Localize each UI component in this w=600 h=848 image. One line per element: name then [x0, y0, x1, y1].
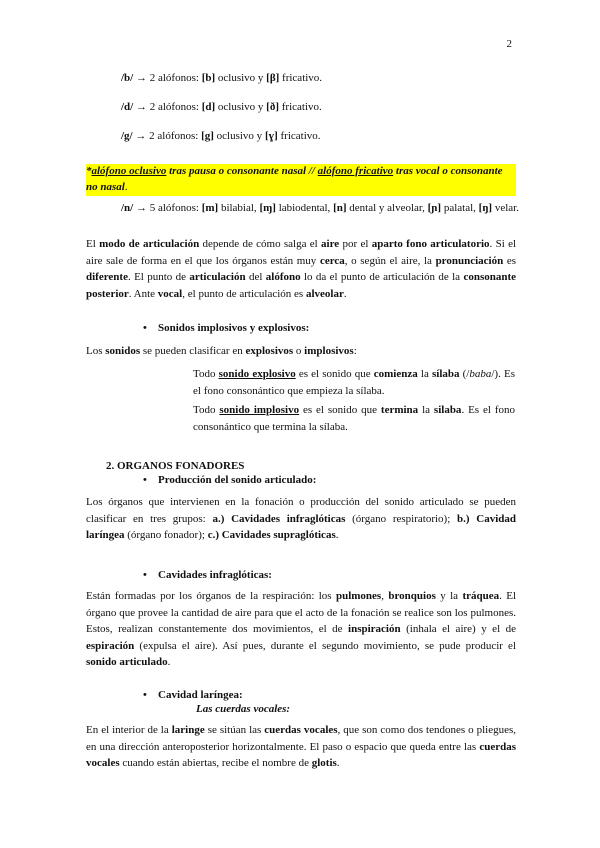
bullet-icon: • [143, 322, 147, 334]
bullet-icon: • [143, 569, 147, 581]
organos-paragraph: Los órganos que intervienen en la fonación o producción del sonido articulado se pueden clasificar en tres grupos: a.) Cavidades infraglóticas (órgano respiratorio); b.) Cavidad laríngea (órgano fonador); c.) Cavidades supraglóticas. [86, 496, 516, 541]
laringe-paragraph: En el interior de la laringe se sitúan las cuerdas vocales, que son como dos tendones o pliegues, en una dirección anteroposterior horizontalmente. El paso o espacio que queda entre las cuerdas vocales cuando están abiertas, recibe el nombre de glotis. [86, 724, 517, 769]
section-heading: 2. ORGANOS FONADORES [106, 460, 245, 472]
bullet-laringea: • Cavidad laríngea: [143, 687, 243, 704]
bullet-produccion: • Producción del sonido articulado: [143, 472, 316, 489]
allophone-line-b: /b/ → 2 alófonos: [b] oclusivo y [β] fricativo. [121, 72, 323, 84]
bullet-sonidos: • Sonidos implosivos y explosivos: [143, 320, 309, 337]
implosivo-definition: Todo sonido implosivo es el sonido que termina la silaba. Es el fono consonántico que termina la sílaba. [193, 404, 515, 433]
allophone-line-n: /n/ → 5 alófonos: [m] bilabial, [ɱ] labiodental, [n] dental y alveolar, [ɲ] palatal, [ŋ] velar. [121, 202, 519, 214]
allophone-line-g: /g/ → 2 alófonos: [g] oclusivo y [ɣ] fricativo. [121, 130, 321, 142]
explosivo-definition: Todo sonido explosivo es el sonido que comienza la sílaba (/baba/). Es el fono consonántico que empieza la sílaba. [193, 368, 515, 397]
page-number: 2 [506, 38, 512, 50]
infraglotica-paragraph: Están formadas por los órganos de la respiración: los pulmones, bronquios y la tráquea. El órgano que provee la cantidad de aire para que el acto de la fonación se realice son los pulmones. Estos, realizan constantemente dos movimientos, el de inspiración (inhala el aire) y el de espiración (expulsa el aire). Así pues, durante el segundo movimiento, se pude producir el sonido articulado. [86, 590, 517, 668]
clasificacion-line: Los sonidos se pueden clasificar en explosivos o implosivos: [86, 345, 357, 357]
highlighted-rule: *alófono oclusivo tras pausa o consonante nasal // alófono fricativo tras vocal o consonante no nasal. [86, 164, 516, 196]
bullet-infraglotica: • Cavidades infraglóticas: [143, 567, 272, 584]
subheading-cuerdas: Las cuerdas vocales: [196, 703, 291, 715]
allophone-line-d: /d/ → 2 alófonos: [d] oclusivo y [ð] fricativo. [121, 101, 322, 113]
modo-articulacion-paragraph: El modo de articulación depende de cómo salga el aire por el aparto fono articulatorio. Si el aire sale de forma en el que los órganos están muy cerca, o según el aire, la pronunciación es diferente. El punto de articulación del alófono lo da el punto de articulación de la consonante posterior. Ante vocal, el punto de articulación es alveolar. [86, 238, 517, 300]
bullet-icon: • [143, 474, 147, 486]
bullet-icon: • [143, 689, 147, 701]
